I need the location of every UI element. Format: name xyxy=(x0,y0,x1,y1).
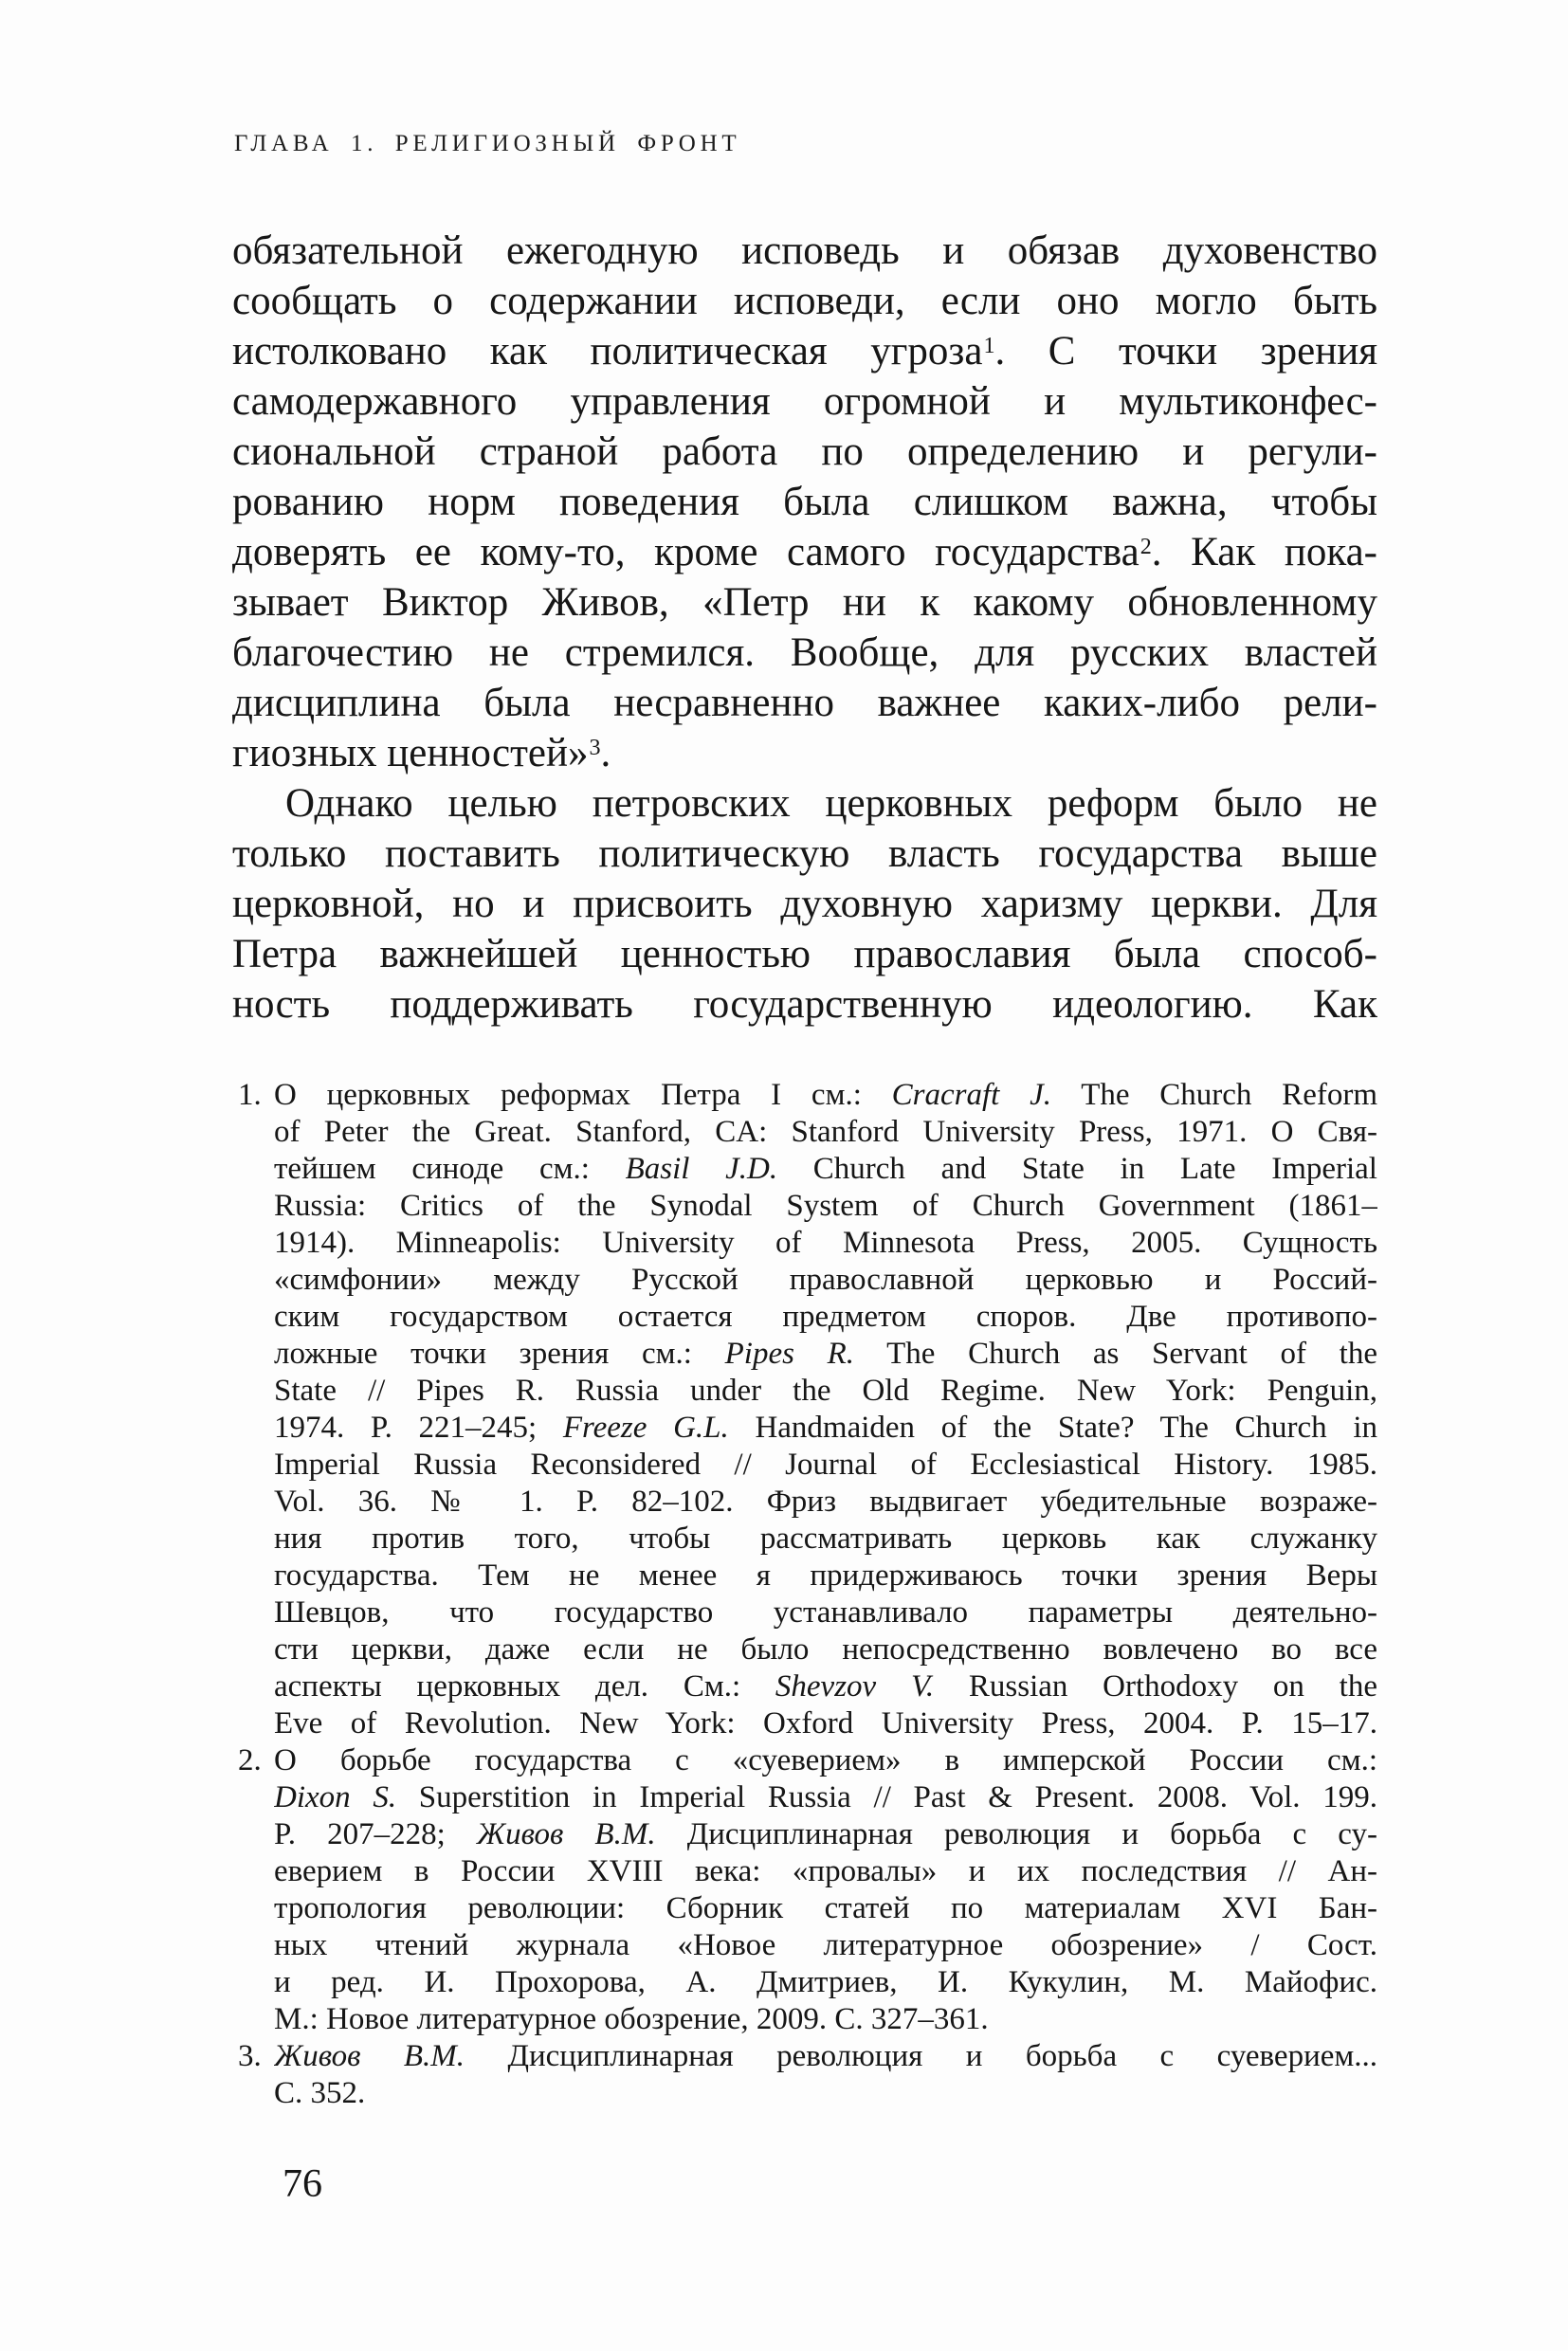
body-line: благочестию не стремился. Вообще, для русских властей xyxy=(232,630,1377,675)
footnote xyxy=(232,2038,1377,2112)
body-line: Петра важнейшей ценностью православия была способ- xyxy=(232,932,1377,976)
footnote-line: ложные точки зрения см.: Pipes R. The Church as Servant of the xyxy=(274,1337,1377,1371)
footnote-line: Russia: Critics of the Synodal System of Church Government (1861– xyxy=(274,1189,1377,1223)
footnote-number: 2. xyxy=(238,1743,262,1777)
footnote-line: ния против того, чтобы рассматривать церковь как служанку xyxy=(274,1522,1377,1556)
footnote-line: М.: Новое литературное обозрение, 2009. С. 327–361. xyxy=(274,2002,989,2036)
body-line: церковной, но и присвоить духовную харизму церкви. Для xyxy=(232,882,1377,926)
body-line: сообщать о содержании исповеди, если оно могло быть xyxy=(232,279,1377,323)
paragraph xyxy=(232,778,1377,1030)
footnote-line: Vol. 36. № 1. P. 82–102. Фриз выдвигает убедительные возраже- xyxy=(274,1485,1377,1519)
footnote-line: 1914). Minneapolis: University of Minnesota Press, 2005. Сущность xyxy=(274,1226,1377,1260)
running-head: ГЛАВА 1. РЕЛИГИОЗНЫЙ ФРОНТ xyxy=(234,131,741,156)
footnote-line: аспекты церковных дел. См.: Shevzov V. Russian Orthodoxy on the xyxy=(274,1669,1377,1704)
footnote-line: С. 352. xyxy=(274,2076,366,2110)
footnote-line: «симфонии» между Русской православной церковью и Россий- xyxy=(274,1263,1377,1297)
footnote-line: еверием в России XVIII века: «провалы» и их последствия // Ан- xyxy=(274,1854,1377,1888)
footnote-reference: 3 xyxy=(589,735,601,760)
body-line: самодержавного управления огромной и мультиконфес- xyxy=(232,379,1377,424)
italic-citation: Dixon S. xyxy=(274,1780,397,1814)
footnote-line: Живов В.М. Дисциплинарная революция и борьба с суеверием... xyxy=(274,2039,1377,2073)
italic-citation: Shevzov V. xyxy=(775,1669,935,1704)
body-line: рованию норм поведения была слишком важна, чтобы xyxy=(232,480,1377,524)
footnote-line: ных чтений журнала «Новое литературное обозрение» / Сост. xyxy=(274,1928,1377,1962)
footnote-line: государства. Тем не менее я придерживаюсь точки зрения Веры xyxy=(274,1558,1377,1593)
body-line: гиозных ценностей»$^3$. xyxy=(232,731,611,775)
body-line: ность поддерживать государственную идеологию. Как xyxy=(232,982,1377,1027)
body-line: истолковано как политическая угроза$^1$. С точки зрения xyxy=(232,329,1377,374)
body-line: дисциплина была несравненно важнее каких-либо рели- xyxy=(232,681,1377,725)
footnote-line: О церковных реформах Петра I см.: Cracraft J. The Church Reform xyxy=(274,1078,1377,1112)
body-text xyxy=(232,226,1377,1030)
footnote-line: тропология революции: Сборник статей по материалам XVI Бан- xyxy=(274,1891,1377,1925)
page-number: 76 xyxy=(283,2162,322,2206)
italic-citation: Живов В.М. xyxy=(274,2039,465,2073)
footnote-reference: 1 xyxy=(983,333,995,358)
italic-citation: Basil J.D. xyxy=(625,1152,778,1186)
footnotes xyxy=(232,1077,1377,2112)
body-line: доверять ее кому-то, кроме самого государства$^2$. Как пока- xyxy=(232,530,1377,574)
footnote-line: тейшем синоде см.: Basil J.D. Church and State in Late Imperial xyxy=(274,1152,1377,1186)
footnote-line: Dixon S. Superstition in Imperial Russia // Past & Present. 2008. Vol. 199. xyxy=(274,1780,1377,1814)
body-line: только поставить политическую власть государства выше xyxy=(232,831,1377,876)
italic-citation: Живов В.М. xyxy=(476,1817,656,1851)
paragraph xyxy=(232,226,1377,778)
footnote xyxy=(232,1077,1377,1742)
footnote-line: и ред. И. Прохорова, А. Дмитриев, И. Кукулин, М. Майофис. xyxy=(274,1965,1377,1999)
italic-citation: Freeze G.L. xyxy=(562,1411,729,1445)
body-line: Однако целью петровских церковных реформ было не xyxy=(285,781,1377,826)
footnote-line: О борьбе государства с «суеверием» в имперской России см.: xyxy=(274,1743,1377,1777)
footnote-line: ским государством остается предметом споров. Две противопо- xyxy=(274,1300,1377,1334)
footnote-line: Шевцов, что государство устанавливало параметры деятельно- xyxy=(274,1595,1377,1630)
footnote-number: 1. xyxy=(238,1078,262,1112)
footnote-line: Imperial Russia Reconsidered // Journal of Ecclesiastical History. 1985. xyxy=(274,1448,1377,1482)
footnote-line: 1974. P. 221–245; Freeze G.L. Handmaiden of the State? The Church in xyxy=(274,1411,1377,1445)
body-line: обязательной ежегодную исповедь и обязав духовенство xyxy=(232,228,1377,273)
footnote-line: of Peter the Great. Stanford, CA: Stanford University Press, 1971. О Свя- xyxy=(274,1115,1377,1149)
body-line: зывает Виктор Живов, «Петр ни к какому обновленному xyxy=(232,580,1377,625)
body-line: сиональной страной работа по определению и регули- xyxy=(232,429,1377,474)
italic-citation: Pipes R. xyxy=(724,1337,855,1371)
italic-citation: Cracraft J. xyxy=(891,1078,1052,1112)
footnote-line: P. 207–228; Живов В.М. Дисциплинарная революция и борьба с су- xyxy=(274,1817,1377,1851)
footnote-number: 3. xyxy=(238,2039,262,2073)
footnote-line: State // Pipes R. Russia under the Old Regime. New York: Penguin, xyxy=(274,1374,1377,1408)
footnote-reference: 2 xyxy=(1140,534,1152,559)
footnote-line: сти церкви, даже если не было непосредственно вовлечено во все xyxy=(274,1632,1377,1667)
footnote xyxy=(232,1742,1377,2038)
footnote-line: Eve of Revolution. New York: Oxford University Press, 2004. P. 15–17. xyxy=(274,1706,1377,1740)
